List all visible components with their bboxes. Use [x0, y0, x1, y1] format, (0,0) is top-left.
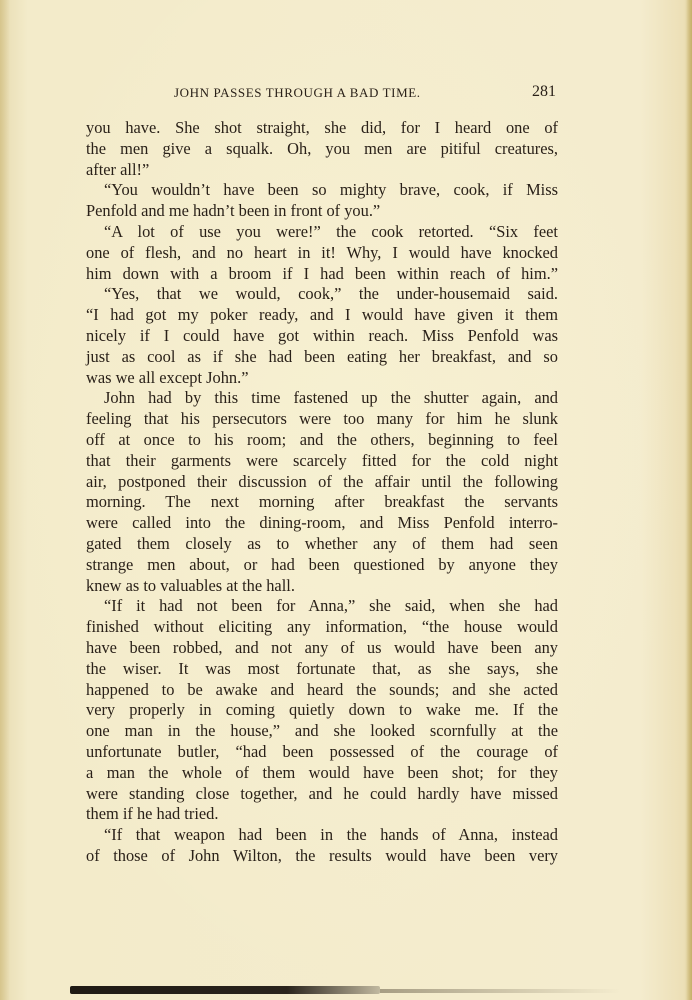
text-line: them if he had tried. [86, 804, 219, 824]
scan-shadow [70, 986, 380, 994]
text-line: very properly in coming quietly down to wake me. If the [86, 700, 558, 720]
text-line: knew as to valuables at the hall. [86, 575, 295, 595]
page-right-edge [686, 0, 692, 1000]
text-line: feeling that his persecutors were too many for him he slunk [86, 409, 558, 429]
text-line: morning. The next morning after breakfast the servants [86, 492, 558, 512]
text-line: finished without eliciting any information, “the house would [86, 617, 558, 637]
text-line: “A lot of use you were!” the cook retorted. “Six feet [104, 221, 558, 241]
text-line: one man in the house,” and she looked scornfully at the [86, 721, 558, 741]
text-line: gated them closely as to whether any of them had seen [86, 533, 558, 553]
text-line: that their garments were scarcely fitted for the cold night [86, 450, 558, 470]
page-left-edge [0, 0, 10, 1000]
text-line: “I had got my poker ready, and I would have given it them [86, 305, 558, 325]
running-head [86, 85, 556, 105]
text-line: you have. She shot straight, she did, for I heard one of [86, 118, 558, 137]
text-line: off at once to his room; and the others, beginning to feel [86, 429, 558, 449]
text-line: nicely if I could have got within reach. Miss Penfold was [86, 325, 558, 345]
text-line: air, postponed their discussion of the affair until the following [86, 471, 558, 491]
text-line: Penfold and me hadn’t been in front of you.” [86, 201, 381, 221]
text-line: just as cool as if she had been eating her breakfast, and so [86, 346, 558, 366]
text-line: unfortunate butler, “had been possessed of the courage of [86, 741, 558, 761]
text-line: the men give a squalk. Oh, you men are pitiful creatures, [86, 138, 558, 158]
text-line: a man the whole of them would have been shot; for they [86, 762, 558, 782]
text-line: were standing close together, and he could hardly have missed [86, 783, 558, 803]
text-line: were called into the dining-room, and Miss Penfold interro- [86, 513, 558, 533]
page-number: 281 [532, 83, 556, 100]
text-line: “If it had not been for Anna,” she said, when she had [104, 596, 558, 616]
text-line: happened to be awake and heard the sounds; and she acted [86, 679, 558, 699]
scan-shadow-fade [380, 989, 620, 993]
text-line: after all!” [86, 159, 150, 179]
text-line: have been robbed, and not any of us would have been any [86, 637, 558, 657]
text-line: of those of John Wilton, the results would have been very [86, 845, 558, 865]
text-line: John had by this time fastened up the shutter again, and [104, 388, 558, 408]
body-text [86, 118, 558, 867]
text-line: the wiser. It was most fortunate that, as she says, she [86, 658, 558, 678]
chapter-title: JOHN PASSES THROUGH A BAD TIME. [174, 85, 421, 100]
text-line: “Yes, that we would, cook,” the under-housemaid said. [104, 284, 558, 304]
text-line: one of flesh, and no heart in it! Why, I would have knocked [86, 242, 558, 262]
text-line: strange men about, or had been questioned by anyone they [86, 554, 558, 574]
text-line: him down with a broom if I had been within reach of him.” [86, 263, 558, 283]
text-line: “If that weapon had been in the hands of Anna, instead [104, 825, 558, 845]
text-line: was we all except John.” [86, 367, 249, 387]
text-line: “You wouldn’t have been so mighty brave, cook, if Miss [104, 180, 558, 200]
